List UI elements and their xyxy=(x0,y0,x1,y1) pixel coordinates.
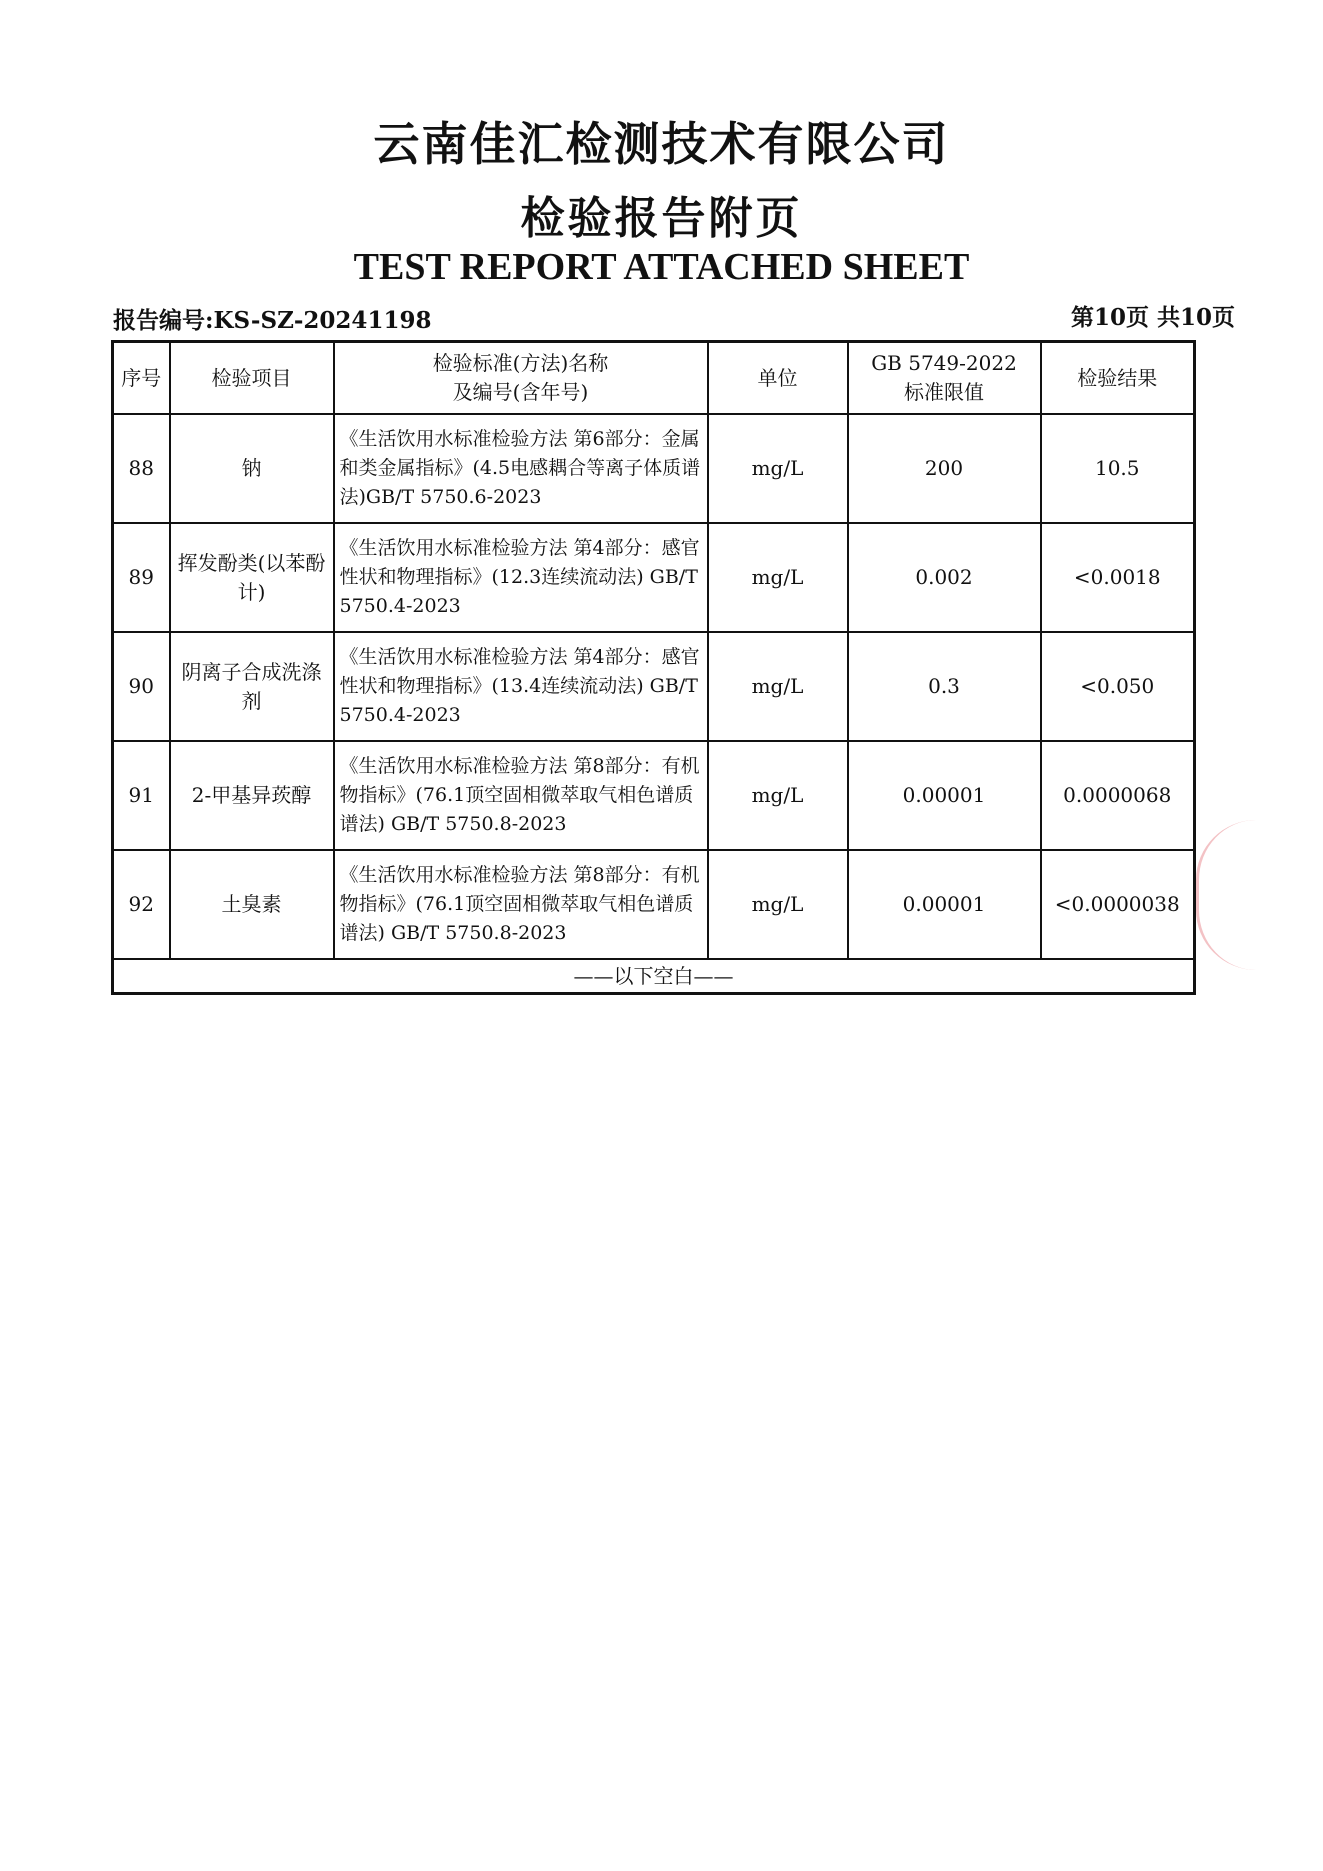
cell-result: <0.050 xyxy=(1041,632,1195,741)
report-title: 检验报告附页 xyxy=(520,193,803,244)
header-method-line2: 及编号(含年号) xyxy=(452,380,589,404)
cell-limit: 0.00001 xyxy=(848,850,1041,959)
header-result: 检验结果 xyxy=(1041,342,1195,415)
table-row xyxy=(113,632,1195,741)
blank-below-note: ——以下空白—— xyxy=(113,959,1195,994)
cell-method: 《生活饮用水标准检验方法 第4部分：感官性状和物理指标》(12.3连续流动法) GB/T 5750.4-2023 xyxy=(334,523,708,632)
results-table xyxy=(111,340,1196,995)
cell-item: 挥发酚类(以苯酚计) xyxy=(170,523,334,632)
cell-result: 10.5 xyxy=(1041,414,1195,523)
company-name: 云南佳汇检测技术有限公司 xyxy=(373,117,950,171)
report-number: 报告编号:KS-SZ-20241198 xyxy=(113,307,432,334)
header-seq: 序号 xyxy=(113,342,170,415)
cell-method: 《生活饮用水标准检验方法 第4部分：感官性状和物理指标》(13.4连续流动法) GB/T 5750.4-2023 xyxy=(334,632,708,741)
cell-limit: 0.3 xyxy=(848,632,1041,741)
cell-result: <0.0018 xyxy=(1041,523,1195,632)
table-header-row xyxy=(113,342,1195,415)
cell-seq: 91 xyxy=(113,741,170,850)
cell-unit: mg/L xyxy=(708,850,848,959)
table-row xyxy=(113,523,1195,632)
cell-method: 《生活饮用水标准检验方法 第6部分：金属和类金属指标》(4.5电感耦合等离子体质谱法)GB/T 5750.6-2023 xyxy=(334,414,708,523)
header-method-line1: 检验标准(方法)名称 xyxy=(432,351,609,375)
cell-item: 2-甲基异莰醇 xyxy=(170,741,334,850)
cell-item: 阴离子合成洗涤剂 xyxy=(170,632,334,741)
header-limit-line1: GB 5749-2022 xyxy=(871,351,1017,375)
cell-unit: mg/L xyxy=(708,414,848,523)
cell-limit: 0.00001 xyxy=(848,741,1041,850)
header-limit xyxy=(848,342,1041,415)
header-method xyxy=(334,342,708,415)
header-unit: 单位 xyxy=(708,342,848,415)
report-title-en: TEST REPORT ATTACHED SHEET xyxy=(353,246,970,288)
cell-limit: 0.002 xyxy=(848,523,1041,632)
header-item: 检验项目 xyxy=(170,342,334,415)
table-footer-row xyxy=(113,959,1195,994)
cell-unit: mg/L xyxy=(708,741,848,850)
cell-limit: 200 xyxy=(848,414,1041,523)
cell-method: 《生活饮用水标准检验方法 第8部分：有机物指标》(76.1顶空固相微萃取气相色谱质谱法) GB/T 5750.8-2023 xyxy=(334,741,708,850)
cell-seq: 89 xyxy=(113,523,170,632)
cell-seq: 90 xyxy=(113,632,170,741)
table-row xyxy=(113,741,1195,850)
cell-item: 土臭素 xyxy=(170,850,334,959)
cell-result: <0.0000038 xyxy=(1041,850,1195,959)
cell-seq: 92 xyxy=(113,850,170,959)
seal-stamp xyxy=(1196,820,1279,970)
table-row xyxy=(113,414,1195,523)
page-number: 第10页 共10页 xyxy=(1070,304,1235,331)
header-limit-line2: 标准限值 xyxy=(904,380,984,404)
cell-method: 《生活饮用水标准检验方法 第8部分：有机物指标》(76.1顶空固相微萃取气相色谱质谱法) GB/T 5750.8-2023 xyxy=(334,850,708,959)
cell-seq: 88 xyxy=(113,414,170,523)
cell-result: 0.0000068 xyxy=(1041,741,1195,850)
table-row xyxy=(113,850,1195,959)
cell-unit: mg/L xyxy=(708,632,848,741)
cell-item: 钠 xyxy=(170,414,334,523)
cell-unit: mg/L xyxy=(708,523,848,632)
